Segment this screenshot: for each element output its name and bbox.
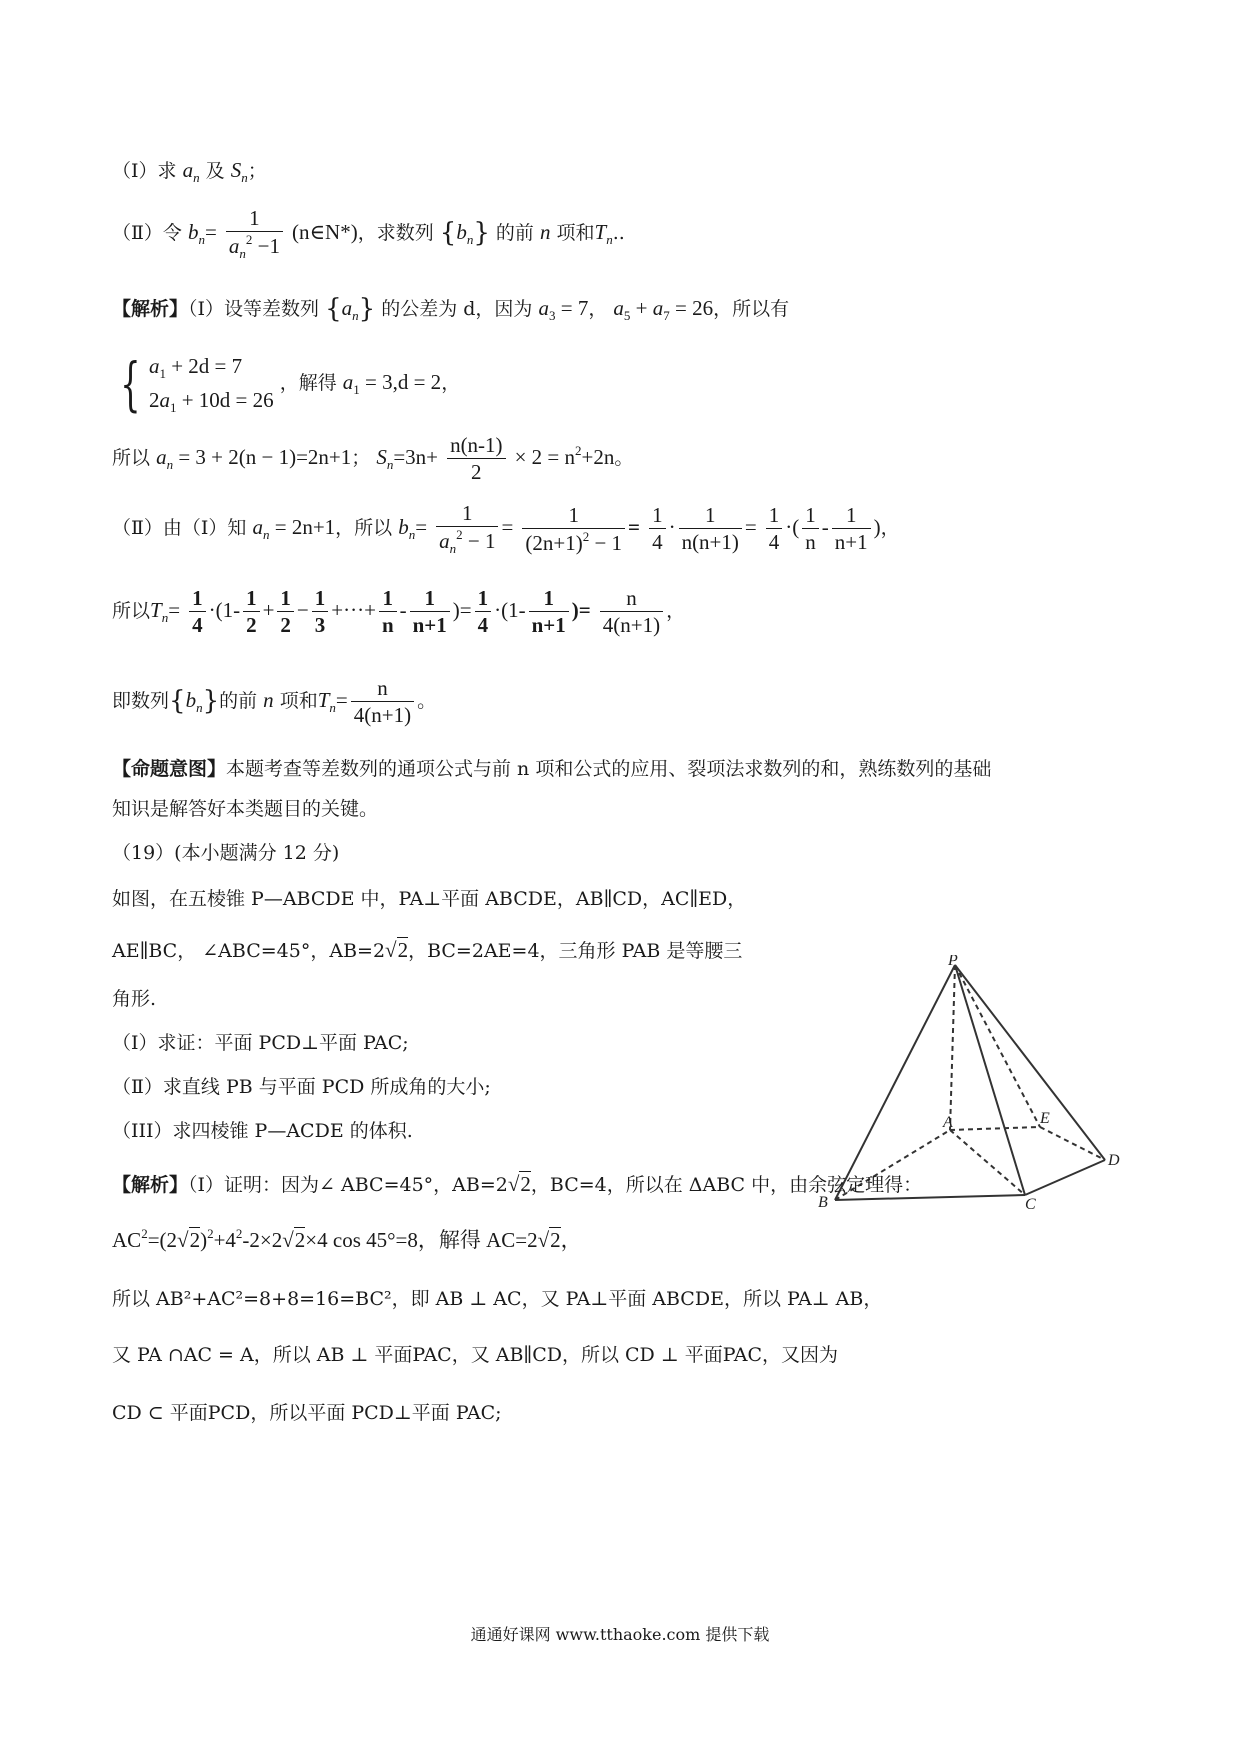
- label-D: D: [1108, 1152, 1120, 1169]
- proof-line3: 所以 AB²+AC²=8+8=16=BC²，即 AB ⊥ AC，又 PA⊥平面 ABCDE，所以 PA⊥ AB，: [112, 1288, 883, 1310]
- label-E: E: [1040, 1110, 1050, 1127]
- label-C: C: [1025, 1196, 1036, 1210]
- label-A: A: [943, 1114, 953, 1131]
- part1-question: （Ⅰ）求 $a_n$ 及 $S_n$；: [112, 158, 267, 185]
- an-sn-formula: 所以 $a_n = 3 + 2(n - 1)=2n+1$； $S_n=3n+$ $\frac{n(n-1)}{2}$ × $2 = n^2+2n$。: [112, 433, 634, 485]
- problem19-line1: 如图，在五棱锥 P—ABCDE 中，PA⊥平面 ABCDE，AB∥CD，AC∥ED，: [112, 888, 747, 910]
- proof-line1: 【解析】（Ⅰ）证明：因为∠ ABC=45°，AB=2√2，BC=4，所以在 ΔABC 中，由余弦定理得：: [112, 1172, 923, 1196]
- intent-line1: 【命题意图】本题考查等差数列的通项公式与前 n 项和公式的应用、裂项法求数列的和，熟练数列的基础: [112, 758, 992, 780]
- footer-text: 通通好课网 www.tthaoke.com 提供下载: [470, 1625, 770, 1644]
- label-P: P: [948, 955, 958, 969]
- solution-part1: 【解析】（Ⅰ）设等差数列 $\{a_n\}$ 的公差为 d，因为 $a_3 = 7$， $a_5 + a_7 = 26$，所以有: [112, 294, 790, 324]
- proof-line2: $AC^2=(2√2)^2+4^2-2\times 2√2\times 4$ cos 45°=8，解得 AC=2√2，: [112, 1226, 582, 1252]
- solution-part2: （Ⅱ）由（Ⅰ）知 $a_n = 2n+1$，所以 $b_n=$ $\frac{1}{a_n^2 - 1}$ = $\frac{1}{(2n+1)^2 - 1}$ = $\frac{1}{4}$ · $\frac{1}{n(n+1)}$ = $\frac{1}{4}$ ·( $\frac{1}{n}$ - $\frac{1}{n+1}$ )，: [112, 501, 900, 557]
- conclusion-line: 即数列$\{b_n\}$的前 n 项和$T_n=$ $\frac{n}{4(n+1)}$ 。: [112, 676, 437, 728]
- intent-line2: 知识是解答好本类题目的关键。: [112, 798, 379, 820]
- question-2: （Ⅱ）求直线 PB 与平面 PCD 所成角的大小;: [112, 1076, 491, 1098]
- tn-sum-line: 所以$T_n=$ $\frac{1}{4}$ ·(1- $\frac{1}{2}$ + $\frac{1}{2}$ − $\frac{1}{3}$ +···+ $\frac{1}{n}$ - $\frac{1}{n+1}$ )= $\frac{1}{4}$ ·(1- $\frac{1}{n+1}$ )= $\frac{n}{4(n+1)}$ ，: [112, 586, 686, 638]
- part2-question: （Ⅱ）令 $b_n=$ $\frac{1}{a_n^2 -1}$ (n∈N*)，求数列 $\{b_n\}$ 的前 n 项和$T_n$..: [112, 206, 625, 262]
- problem19-line3: 角形.: [112, 988, 157, 1010]
- bn-fraction: $\frac{1}{a_n^2 -1}$: [226, 205, 283, 263]
- question-1: （Ⅰ）求证：平面 PCD⊥平面 PAC;: [112, 1032, 409, 1054]
- question-3: （III）求四棱锥 P—ACDE 的体积.: [112, 1120, 413, 1142]
- label-B: B: [818, 1194, 828, 1210]
- problem19-line2: AE∥BC， ∠ABC=45°，AB=2√2，BC=2AE=4，三角形 PAB 是等腰三: [112, 938, 743, 962]
- problem19-header: （19）(本小题满分 12 分): [112, 842, 340, 864]
- equation-system: { $a_1 + 2d = 7$ $2a_1 + 10d = 26$ ，解得 $a_1 = 3,d = 2$，: [120, 350, 461, 419]
- proof-line5: CD ⊂ 平面PCD，所以平面 PCD⊥平面 PAC;: [112, 1402, 502, 1424]
- proof-line4: 又 PA ∩AC = A，所以 AB ⊥ 平面PAC，又 AB∥CD，所以 CD ⊥ 平面PAC，又因为: [112, 1344, 839, 1366]
